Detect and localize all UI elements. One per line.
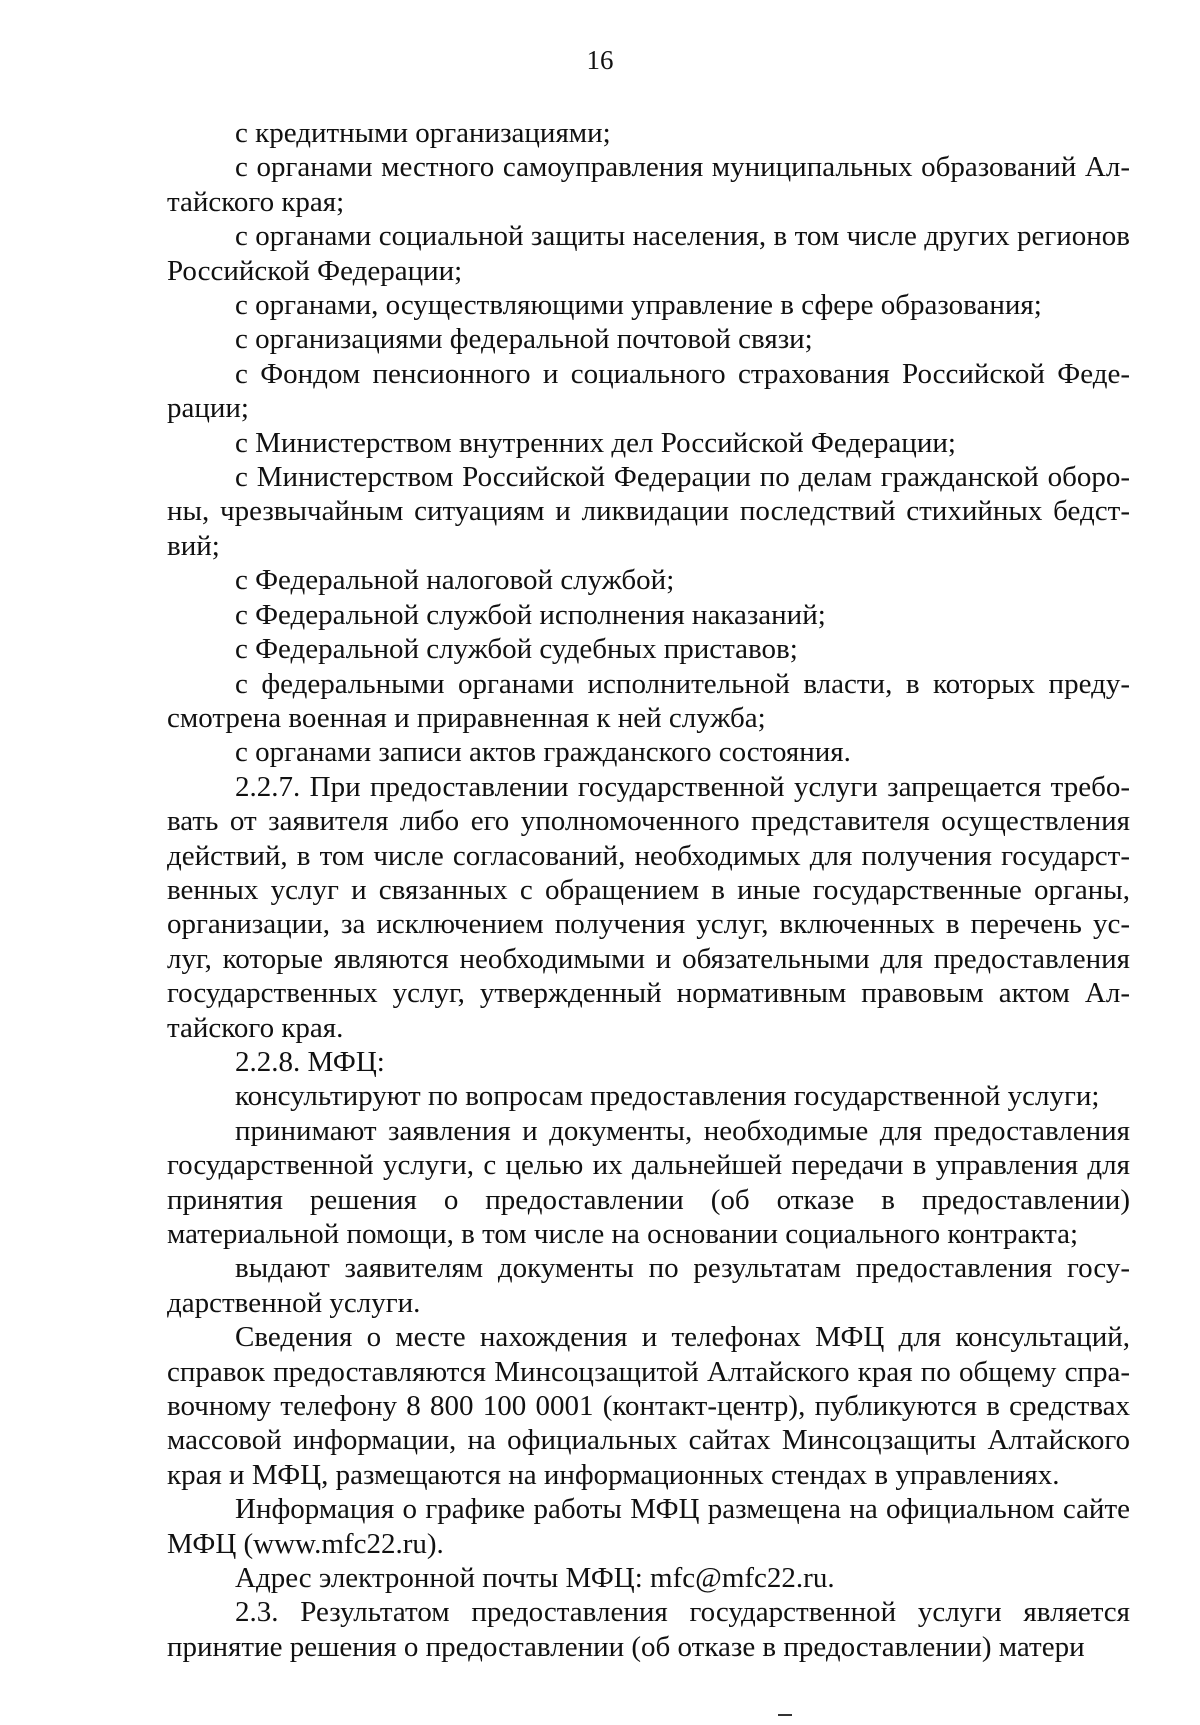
paragraph: с Федеральной налоговой службой; <box>235 564 675 597</box>
paragraph: с органами местного самоуправления муниципальных образований Алтайского края; <box>167 151 1130 218</box>
paragraph: 2.2.7. При предоставлении государственной услуги запрещается требовать от заявителя либо его уполномоченного представителя осуществления действий, в том числе согласований, необходимых для получения государственных услуг и связанных с обращением в иные государственные органы, организации, за исключением получения услуг, включенных в перечень услуг, которые являются необходимыми и обязательными для предоставления государственных услуг, утвержденный нормативным правовым актом Алтайского края. <box>167 770 1130 1044</box>
paragraph: с Федеральной службой исполнения наказаний; <box>235 598 826 631</box>
paragraph: с организациями федеральной почтовой связи; <box>235 323 813 356</box>
paragraph: 2.3. Результатом предоставления государственной услуги является принятие решения о предоставлении (об отказе в предоставлении) матери <box>167 1596 1130 1663</box>
paragraph: с органами социальной защиты населения, в том числе других регионов Российской Федерации; <box>167 220 1130 287</box>
scan-mark <box>778 1714 792 1716</box>
paragraph: принимают заявления и документы, необходимые для предоставления государственной услуги, с целью их дальнейшей передачи в управления для принятия решения о предоставлении (об отказе в предоставлении) материальной помощи, в том числе на основании социального контракта; <box>167 1114 1130 1250</box>
paragraph: с федеральными органами исполнительной власти, в которых предусмотрена военная и приравненная к ней служба; <box>167 667 1130 734</box>
paragraph: с Министерством Российской Федерации по делам гражданской обороны, чрезвычайным ситуациям и ликвидации последствий стихийных бедствий; <box>167 461 1130 562</box>
paragraph: консультируют по вопросам предоставления государственной услуги; <box>235 1080 1100 1113</box>
paragraph: с органами, осуществляющими управление в сфере образования; <box>235 289 1042 322</box>
paragraph: 2.2.8. МФЦ: <box>235 1045 385 1078</box>
paragraph: с Министерством внутренних дел Российской Федерации; <box>235 426 956 459</box>
document-body <box>167 116 1130 1664</box>
paragraph: с органами записи актов гражданского состояния. <box>235 736 851 769</box>
paragraph: с кредитными организациями; <box>235 117 611 149</box>
paragraph: Информация о графике работы МФЦ размещена на официальном сайте МФЦ (www.mfc22.ru). <box>167 1493 1130 1560</box>
paragraph: Адрес электронной почты МФЦ: mfc@mfc22.ru. <box>235 1562 835 1595</box>
paragraph: Сведения о месте нахождения и телефонах МФЦ для консультаций, справок предоставляются Минсоцзащитой Алтайского края по общему справочному телефону 8 800 100 0001 (контакт-центр), публикуются в средствах массовой информации, на официальных сайтах Минсоцзащиты Алтайского края и МФЦ, размещаются на информационных стендах в управлениях. <box>167 1321 1130 1491</box>
paragraph: выдают заявителям документы по результатам предоставления государственной услуги. <box>167 1252 1130 1319</box>
paragraph: с Федеральной службой судебных приставов; <box>235 633 798 666</box>
paragraph: с Фондом пенсионного и социального страхования Российской Федерации; <box>167 357 1130 425</box>
page-number: 16 <box>586 45 614 75</box>
